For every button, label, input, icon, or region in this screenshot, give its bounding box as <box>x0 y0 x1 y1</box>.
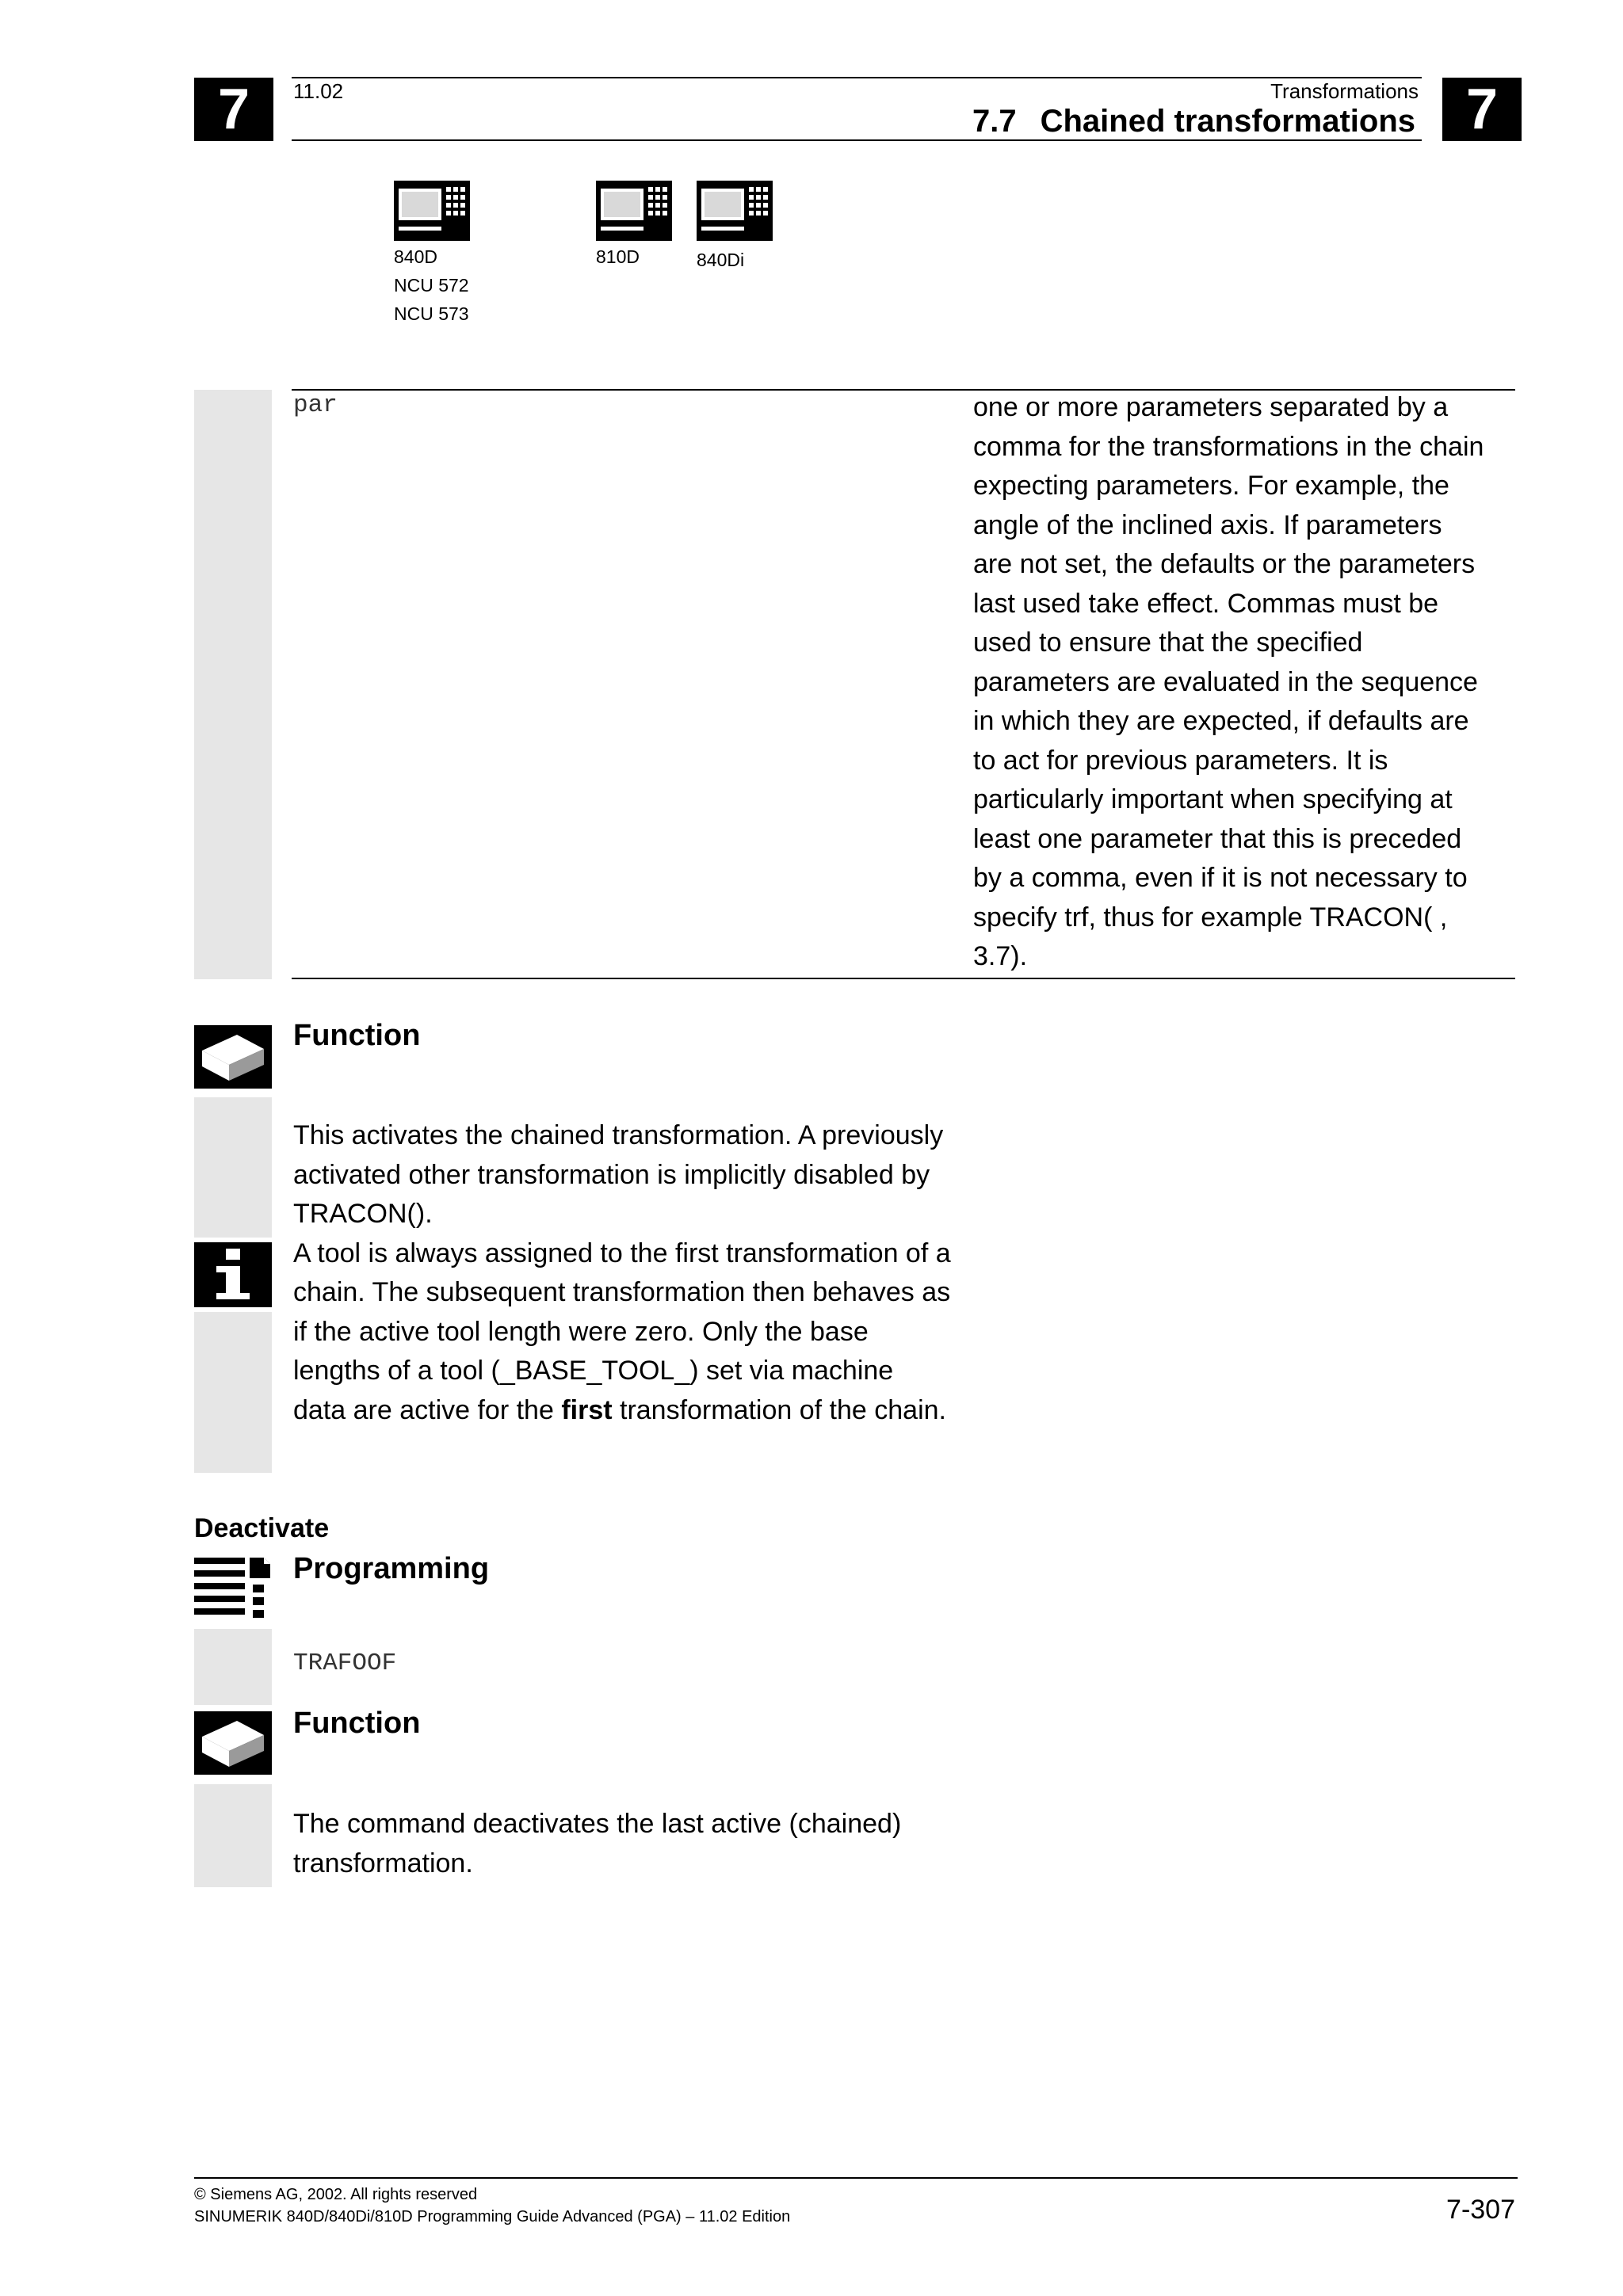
control-panel-icon <box>596 181 672 241</box>
section-number: 7.7 <box>972 104 1017 139</box>
margin-bar-deactivate-function <box>194 1784 272 1887</box>
deactivate-function-heading: Function <box>293 1707 421 1740</box>
header-date: 11.02 <box>293 79 344 103</box>
trafoof-command: TRAFOOF <box>293 1650 397 1677</box>
deactivate-heading: Deactivate <box>194 1513 330 1543</box>
info-icon <box>194 1242 272 1307</box>
margin-bar-function <box>194 1097 272 1238</box>
margin-bar-note <box>194 1312 272 1473</box>
param-name: par <box>293 391 338 419</box>
function-heading: Function <box>293 1019 421 1052</box>
header-top-rule <box>292 77 1422 78</box>
control-label-840di: 840Di <box>697 250 745 270</box>
control-label-840d: 840D NCU 572 NCU 573 <box>394 246 469 324</box>
section-title: Chained transformations <box>1040 104 1415 139</box>
programming-list-icon <box>194 1554 272 1623</box>
footer-guide-title: SINUMERIK 840D/840Di/810D Programming Guide Advanced (PGA) – 11.02 Edition <box>194 2208 791 2225</box>
deactivate-function-text: The command deactivates the last active (chained) transformation. <box>293 1809 902 1878</box>
header-section-group: Transformations <box>1270 79 1419 103</box>
function-cube-icon <box>194 1025 272 1089</box>
chapter-badge-right: 7 <box>1442 78 1522 141</box>
param-description: one or more parameters separated by a comma for the transformations in the chain expecting parameters. For example, the angle of the inclined axis. If parameters are not set, the defaults or the parameters last used take effect. Commas must be used to ensure that the specified parameters are evaluated in the sequence in which they are expected, if defaults are to act for previous parameters. It is particularly important when specifying at least one parameter that this is preceded by a comma, even if it is not necessary to specify trf, thus for example TRACON( , 3.7). <box>973 392 1484 971</box>
control-panel-icon <box>394 181 470 241</box>
footer-rule <box>194 2177 1518 2179</box>
control-label-810d: 810D <box>596 246 640 267</box>
footer-copyright: © Siemens AG, 2002. All rights reserved <box>194 2186 478 2203</box>
control-panel-icon <box>697 181 773 241</box>
margin-bar-param <box>194 390 272 979</box>
header-bottom-rule <box>292 139 1422 141</box>
param-table-bottom-rule <box>292 978 1515 979</box>
programming-heading: Programming <box>293 1552 490 1585</box>
note-text: A tool is always assigned to the first transformation of a chain. The subsequent transformation then behaves as if the active tool length were zero. Only the base lengths of a tool (_BASE_TOOL_) set via machine data are active for the first transformation of the chain. <box>293 1238 951 1425</box>
chapter-badge-left: 7 <box>194 78 273 141</box>
function-text-block <box>293 1116 951 1430</box>
function-cube-icon <box>194 1711 272 1775</box>
page-title <box>972 104 1415 139</box>
page-number: 7-307 <box>1446 2195 1515 2225</box>
function-text: This activates the chained transformation. A previously activated other transformation is implicitly disabled by TRACON(). <box>293 1120 944 1229</box>
margin-bar-programming <box>194 1629 272 1705</box>
